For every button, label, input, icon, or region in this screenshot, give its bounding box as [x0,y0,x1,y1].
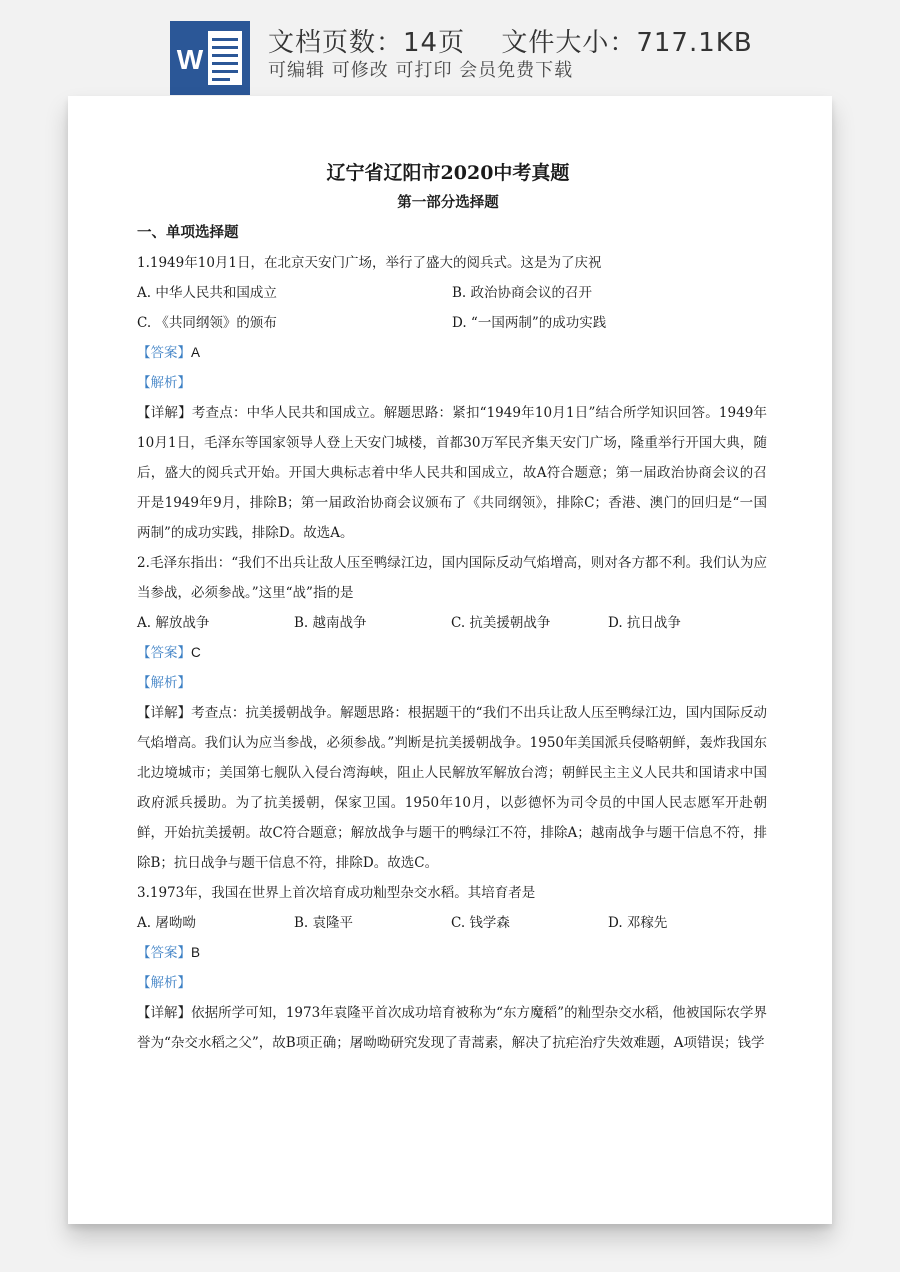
section-heading: 一、单项选择题 [137,224,239,241]
answer-tag: 【答案】 [137,345,191,361]
file-info: 文档页数：14页 文件大小：717.1KB [268,28,753,58]
document-content [137,158,767,1058]
question-stem: 1.1949年10月1日，在北京天安门广场，举行了盛大的阅兵式。这是为了庆祝 [137,255,602,271]
file-features: 可编辑 可修改 可打印 会员免费下载 [268,60,574,81]
analysis-tag: 【解析】 [137,375,191,391]
download-banner [0,0,900,100]
svg-text:W: W [176,44,204,75]
detail-paragraph: 【详解】依据所学可知，1973年袁隆平首次成功培育被称为“东方魔稻”的籼型杂交水稻，他被国际农学界誉为“杂交水稻之父”，故B项正确；屠呦呦研究发现了青蒿素，解决了抗疟治疗失效难题，A项错误；钱学 [137,1005,767,1051]
option-a: A. 解放战争 [137,615,210,631]
question-stem: 3.1973年，我国在世界上首次培育成功籼型杂交水稻。其培育者是 [137,885,536,901]
option-a: A. 中华人民共和国成立 [137,285,277,301]
question-stem: 2.毛泽东指出：“我们不出兵让敌人压至鸭绿江边，国内国际反动气焰增高，则对各方都不利。我们认为应当参战，必须参战。”这里“战”指的是 [137,555,767,601]
answer-value: B [191,945,201,960]
analysis-tag: 【解析】 [137,975,191,991]
option-b: B. 政治协商会议的召开 [452,285,593,301]
option-d: D. 邓稼先 [608,915,668,931]
document-page [68,96,832,1224]
answer-value: C [191,645,201,660]
option-c: C. 《共同纲领》的颁布 [137,315,277,331]
option-row [137,908,767,938]
option-d: D. “一国两制”的成功实践 [452,315,607,331]
option-c: C. 钱学森 [451,915,510,931]
option-row [137,608,767,638]
option-d: D. 抗日战争 [608,615,681,631]
word-document-icon [170,21,250,95]
answer-line [137,938,767,968]
answer-line [137,638,767,668]
option-row [137,278,767,308]
detail-paragraph: 【详解】考查点：抗美援朝战争。解题思路：根据题干的“我们不出兵让敌人压至鸭绿江边，国内国际反动气焰增高。我们认为应当参战，必须参战。”判断是抗美援朝战争。1950年美国派兵侵略朝鲜，轰炸我国东北边境城市；美国第七舰队入侵台湾海峡，阻止人民解放军解放台湾；朝鲜民主主义人民共和国请求中国政府派兵援助。为了抗美援朝，保家卫国。1950年10月，以彭德怀为司令员的中国人民志愿军开赴朝鲜，开始抗美援朝。故C符合题意；解放战争与题干的鸭绿江不符，排除A；越南战争与题干信息不符，排除B；抗日战争与题干信息不符，排除D。故选C。 [137,705,767,871]
answer-tag: 【答案】 [137,945,191,961]
analysis-tag: 【解析】 [137,675,191,691]
option-b: B. 越南战争 [294,615,367,631]
option-b: B. 袁隆平 [294,915,354,931]
option-a: A. 屠呦呦 [137,915,196,931]
answer-line [137,338,767,368]
answer-tag: 【答案】 [137,645,191,661]
detail-paragraph: 【详解】考查点：中华人民共和国成立。解题思路：紧扣“1949年10月1日”结合所学知识回答。1949年10月1日，毛泽东等国家领导人登上天安门城楼，首都30万军民齐集天安门广场，隆重举行开国大典，随后，盛大的阅兵式开始。开国大典标志着中华人民共和国成立，故A符合题意；第一届政治协商会议的召开是1949年9月，排除B；第一届政治协商会议颁布了《共同纲领》，排除C；香港、澳门的回归是“一国两制”的成功实践，排除D。故选A。 [137,405,767,541]
part-heading: 第一部分选择题 [397,194,499,211]
answer-value: A [191,345,201,360]
document-title: 辽宁省辽阳市2020中考真题 [326,162,570,184]
option-c: C. 抗美援朝战争 [451,615,551,631]
option-row [137,308,767,338]
